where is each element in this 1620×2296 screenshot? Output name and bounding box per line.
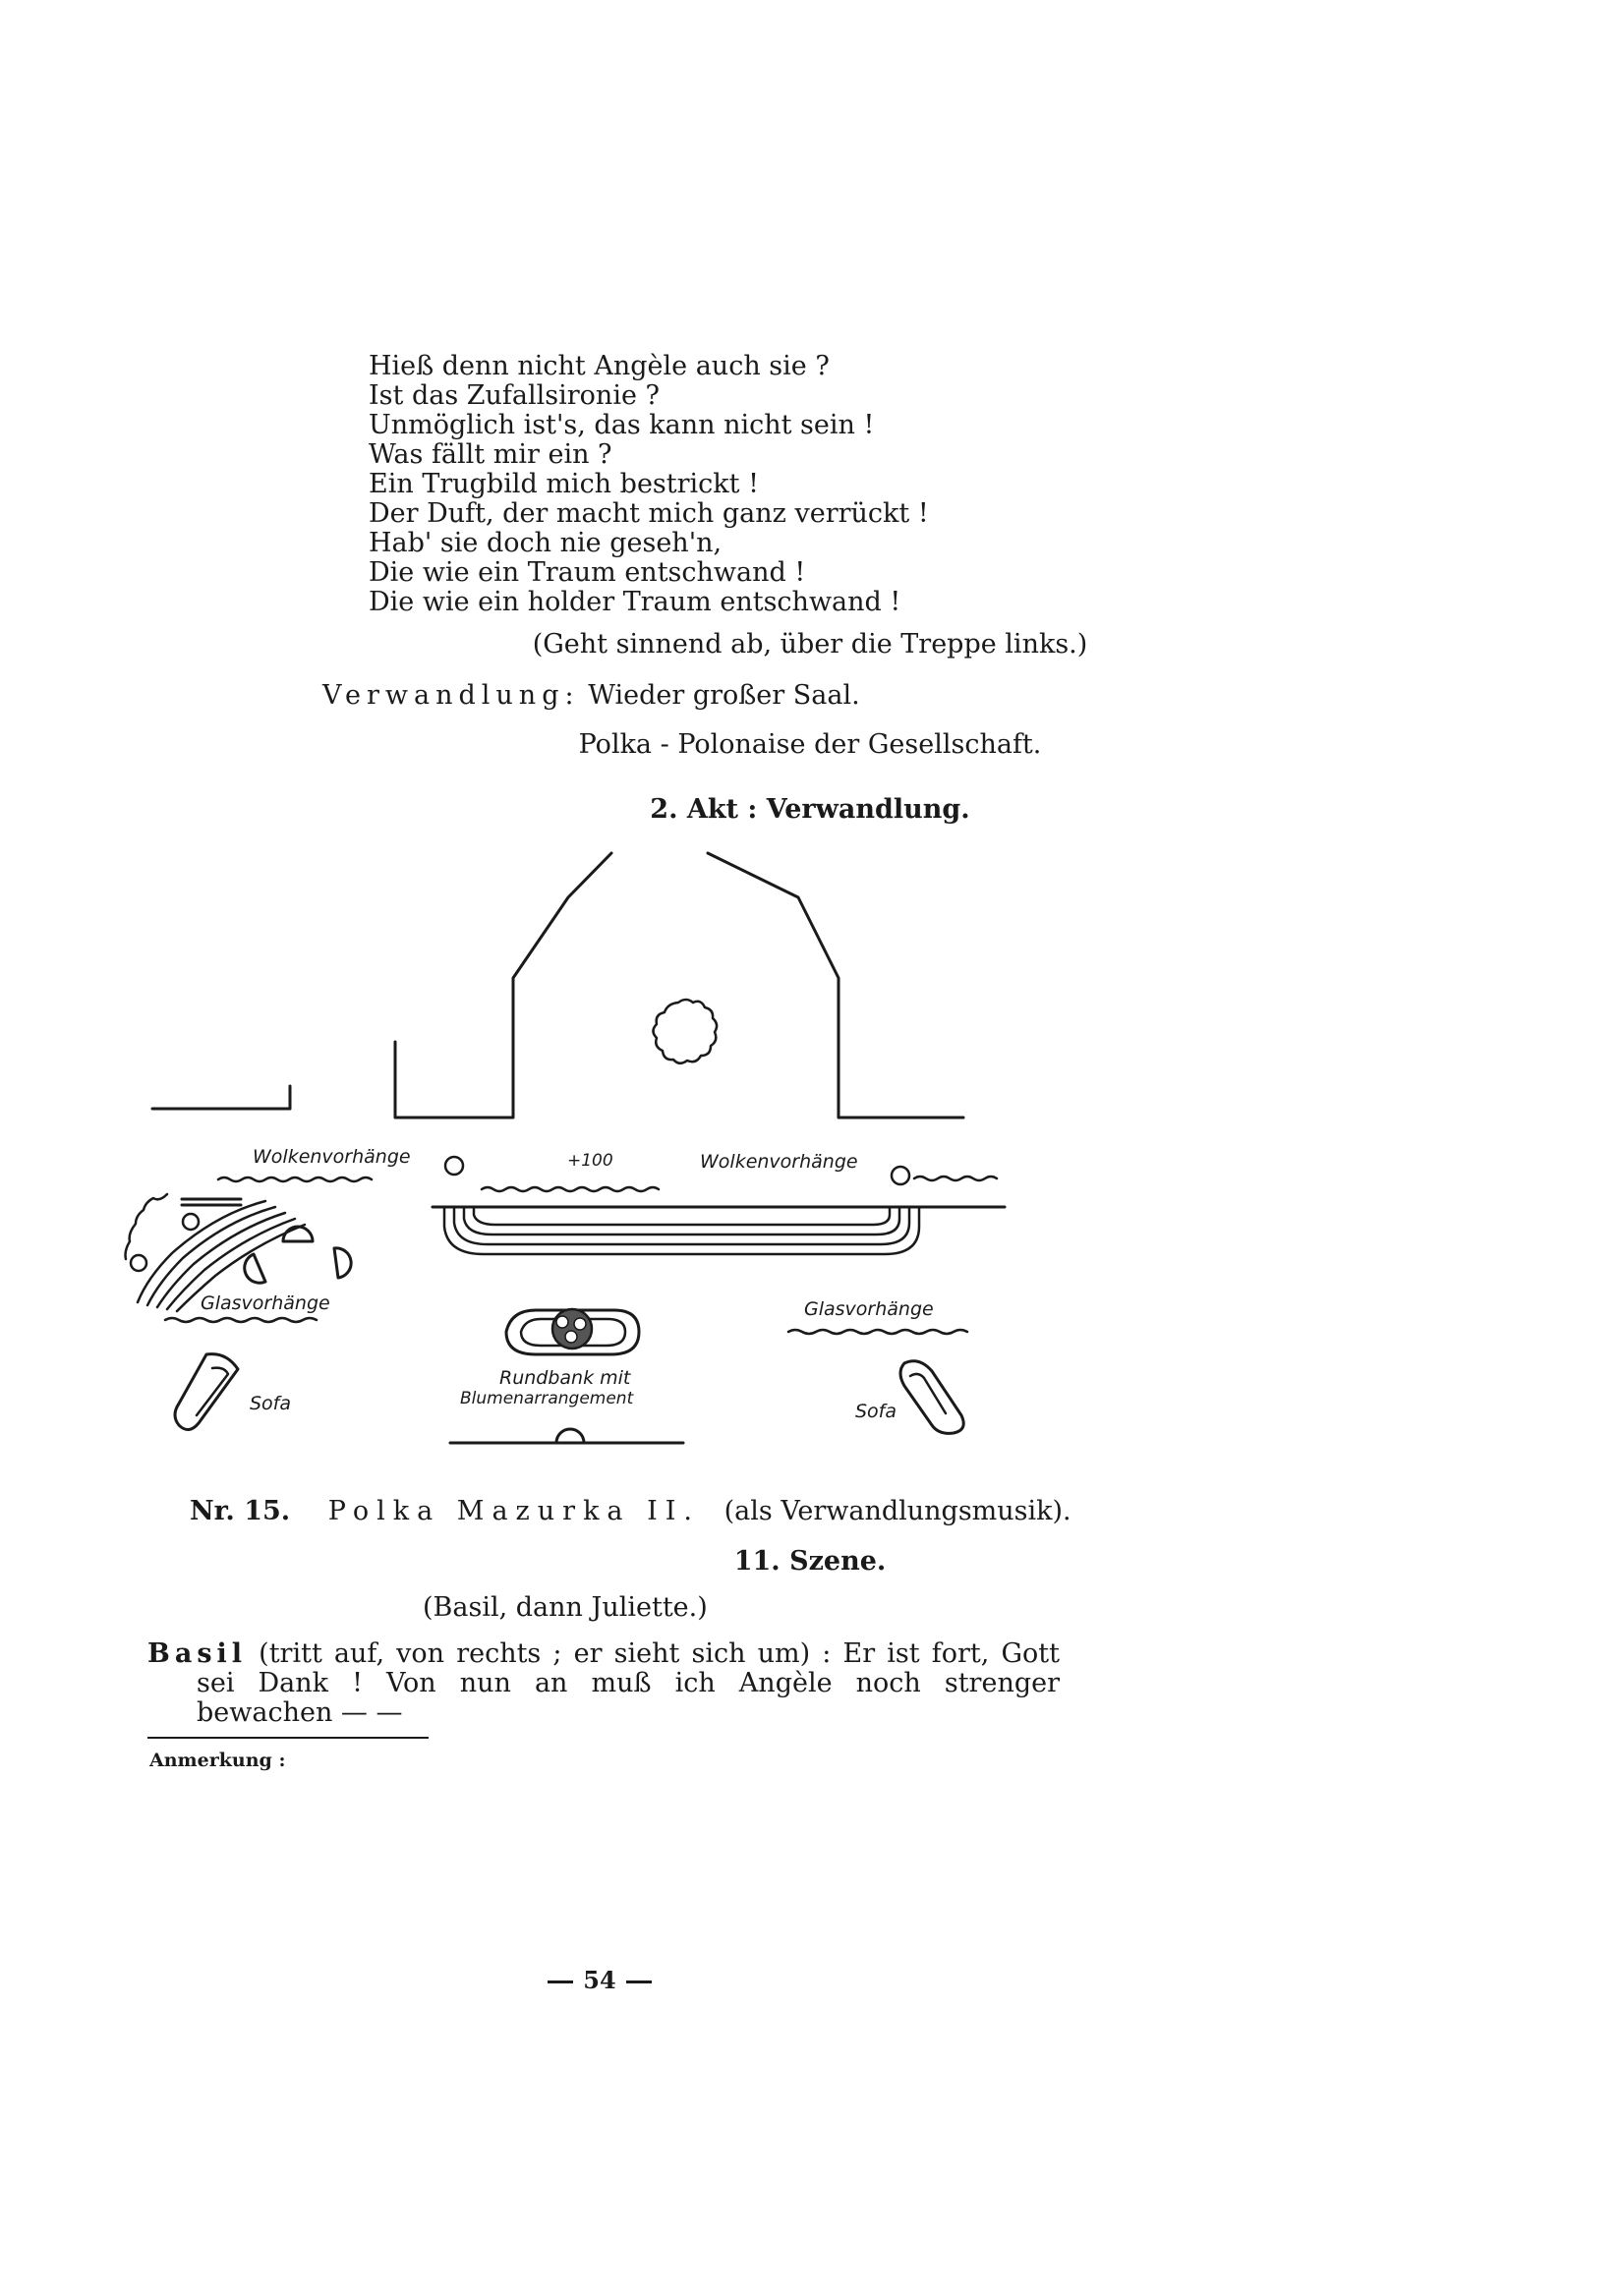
- verse-line: Hieß denn nicht Angèle auch sie ?: [369, 351, 830, 381]
- scene-heading: 11. Szene.: [733, 1546, 887, 1577]
- verse-line: Was fällt mir ein ?: [369, 439, 612, 470]
- glass-curtain-right: [788, 1330, 967, 1334]
- basil-line-3: bewachen — —: [197, 1697, 403, 1728]
- cloud-ring: [892, 1167, 909, 1184]
- stair-ring: [131, 1255, 146, 1271]
- bench-base-arc: [556, 1429, 584, 1443]
- basil-speech: [147, 1639, 1060, 1728]
- cloud-curtain-left: [218, 1177, 372, 1181]
- stairs-center: [444, 1207, 919, 1254]
- sofa-right: [900, 1361, 963, 1434]
- verse-line: Hab' sie doch nie geseh'n,: [369, 528, 723, 558]
- cloud-curtain-right: [914, 1177, 997, 1180]
- basil-text-1: (tritt auf, von rechts ; er sieht sich um) : Er ist fort, Gott: [259, 1638, 1060, 1669]
- stage-direction: (Geht sinnend ab, über die Treppe links.): [532, 629, 1088, 660]
- stair-ring: [183, 1214, 199, 1230]
- verse-line: Der Duft, der macht mich ganz verrückt !: [369, 498, 929, 529]
- banister-left: [126, 1194, 168, 1259]
- footnote-rule: [147, 1737, 429, 1739]
- flower-bloom: [574, 1318, 586, 1330]
- number-label: Nr. 15.: [190, 1496, 291, 1526]
- flower-bloom: [556, 1316, 568, 1328]
- verse-line: Ein Trugbild mich bestrickt !: [369, 469, 759, 499]
- glass-curtain-left: [165, 1318, 317, 1322]
- diagram-heading: 2. Akt : Verwandlung.: [650, 794, 970, 825]
- label-wolken-left: Wolkenvorhänge: [253, 1146, 411, 1168]
- scene-persons: (Basil, dann Juliette.): [423, 1592, 708, 1623]
- sofa-left: [175, 1354, 238, 1430]
- flower-bloom: [565, 1331, 577, 1343]
- back-wall: [152, 1086, 290, 1109]
- page-number-dash: [626, 1980, 652, 1983]
- sofa-right-seat: [910, 1374, 946, 1413]
- chair-top: [283, 1227, 313, 1241]
- verse-line: Unmöglich ist's, das kann nicht sein !: [369, 410, 875, 440]
- page-number: [531, 1966, 668, 1994]
- label-sofa-right: Sofa: [855, 1401, 897, 1422]
- label-rundbank-1: Rundbank mit: [499, 1367, 631, 1389]
- page-number-value: 54: [583, 1966, 616, 1994]
- verse-line: Ist das Zufallsironie ?: [369, 380, 660, 411]
- cloud-ring: [445, 1157, 463, 1175]
- polka-line: Polka - Polonaise der Gesellschaft.: [578, 729, 1042, 760]
- cloud-curtain-center: [482, 1187, 659, 1191]
- chair-left: [245, 1254, 265, 1283]
- music-note: (als Verwandlungsmusik).: [723, 1496, 1071, 1526]
- verse-line: Die wie ein holder Traum entschwand !: [369, 587, 901, 617]
- stairs-center: [464, 1207, 899, 1234]
- label-glas-left: Glasvorhänge: [201, 1292, 330, 1314]
- arch-outline: [395, 853, 611, 1118]
- round-ornament: [654, 1000, 718, 1063]
- stairs-center: [474, 1207, 890, 1225]
- basil-line-2: sei Dank ! Von nun an muß ich Angèle noch strenger: [197, 1668, 1060, 1698]
- chair-right: [334, 1248, 351, 1278]
- stairs-left: [147, 1207, 275, 1305]
- basil-line-1: [147, 1639, 1060, 1669]
- label-wolken-right: Wolkenvorhänge: [700, 1151, 858, 1173]
- page-number-dash: [548, 1980, 573, 1983]
- label-sofa-left: Sofa: [250, 1393, 292, 1414]
- music-title: Polka Mazurka II.: [327, 1496, 701, 1526]
- number-line: [190, 1496, 1071, 1526]
- verse-line: Die wie ein Traum entschwand !: [369, 557, 806, 588]
- label-glas-right: Glasvorhänge: [804, 1298, 934, 1320]
- label-rundbank-2: Blumenarrangement: [460, 1389, 634, 1408]
- arch-outline-right: [708, 853, 963, 1118]
- verwandlung-label: Verwandlung:: [322, 680, 580, 711]
- label-height-mark: +100: [567, 1151, 613, 1171]
- verwandlung-text: Wieder großer Saal.: [588, 680, 860, 711]
- footnote-label: Anmerkung :: [149, 1750, 286, 1771]
- speaker-name: Basil: [147, 1638, 248, 1669]
